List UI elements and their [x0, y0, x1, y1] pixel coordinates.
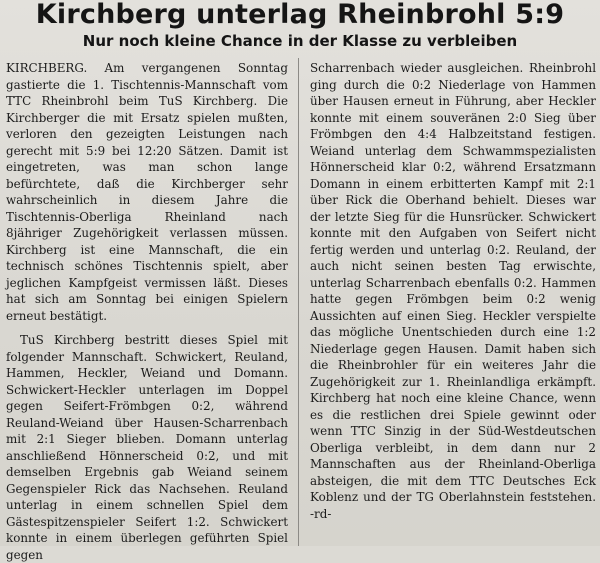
paragraph-intro: KIRCHBERG. Am vergangenen Sonntag gastierte die 1. Tischtennis-Mannschaft vom TTC Rheinbrohl beim TuS Kirchberg. Die Kirchberger die mit Ersatz spielen mußten, verloren den gezeigten Leistungen nach gerecht mit 5:9 bei 12:20 Sätzen. Damit ist eingetreten, was man schon lange befürchtete, daß die Kirchberger sehr wahrscheinlich in diesem Jahre die Tischtennis-Oberliga Rheinland nach 8jähriger Zugehörigkeit verlassen müssen. Kirchberg ist eine Mannschaft, die ein technisch schönes Tischtennis spielt, aber jeglichen Kampfgeist vermissen läßt. Dieses hat sich am Sonntag bei einigen Spielern erneut bestätigt. — [6, 61, 288, 323]
paragraph-continuation — [310, 60, 596, 522]
headline: Kirchberg unterlag Rheinbrohl 5:9 — [35, 0, 565, 30]
paragraph-continuation-text: Scharrenbach wieder ausgleichen. Rheinbrohl ging durch die 0:2 Niederlage von Hammen über Hausen erneut in Führung, aber Heckler konnte mit einem souveränen 2:0 Sieg über Frömbgen den 4:4 Halbzeitstand festigen. Weiand unterlag dem Schwammspezialisten Hönnerscheid klar 0:2, während Ersatzmann Domann in einem erbitterten Kampf mit 2:1 über Rick die Oberhand behielt. Dieses war der letzte Sieg für die Hunsrücker. Schwickert konnte mit den Aufgaben von Seifert nicht fertig werden und unterlag 0:2. Reuland, der auch nicht seinen besten Tag erwischte, unterlag Scharrenbach ebenfalls 0:2. Hammen hatte gegen Frömbgen beim 0:2 wenig Aussichten auf einen Sieg. Heckler verspielte das mögliche Unentschieden durch eine 1:2 Niederlage gegen Hausen. Damit haben sich die Rheinbrohler für ein weiteres Jahr die Zugehörigkeit zur 1. Rheinlandliga erkämpft. Kirchberg hat noch eine kleine Chance, wenn es die restlichen drei Spiele gewinnt oder wenn TTC Sinzig in der Süd-Westdeutschen Oberliga verbleibt, in dem dann nur 2 Mannschaften aus der Rheinland-Oberliga absteigen, die mit dem TTC Deutsches Eck Koblenz und der TG Oberlahnstein feststehen. — [310, 61, 596, 504]
subheadline: Nur noch kleine Chance in der Klasse zu verbleiben — [82, 32, 518, 50]
column-divider — [298, 58, 299, 546]
byline: -rd- — [310, 506, 332, 521]
right-column — [310, 60, 596, 522]
paragraph-lineup: TuS Kirchberg bestritt dieses Spiel mit folgender Mannschaft. Schwickert, Reuland, Hammen, Heckler, Weiand und Domann. Schwickert-Heckler unterlagen im Doppel gegen Seifert-Frömbgen 0:2, während Reuland-Weiand über Hausen-Scharrenbach mit 2:1 Sieger blieben. Domann unterlag anschließend Hönnerscheid 0:2, und mit demselben Ergebnis gab Weiand seinem Gegenspieler Rick das Nachsehen. Reuland unterlag in einem schnellen Spiel dem Gästespitzenspieler Seifert 1:2. Schwickert konnte in einem überlegen geführten Spiel gegen — [6, 333, 288, 562]
left-column — [6, 60, 288, 563]
